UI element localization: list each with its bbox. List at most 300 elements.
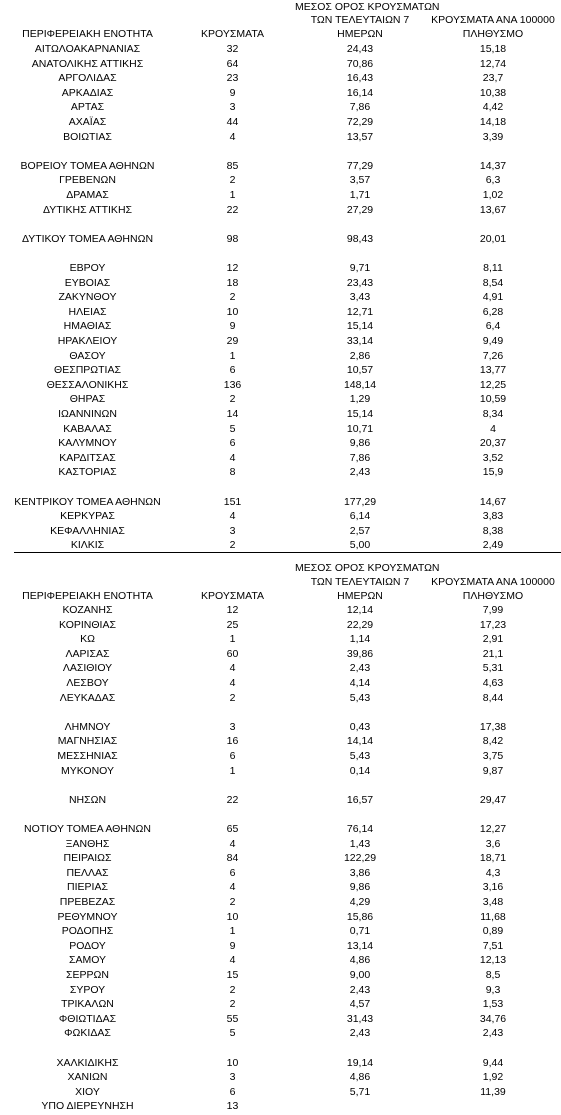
region-name: ΜΥΚΟΝΟΥ — [60, 764, 114, 777]
region-name: ΙΩΑΝΝΙΝΩΝ — [58, 408, 117, 420]
table-row — [0, 510, 561, 525]
seven-day-average: 76,14 — [346, 823, 374, 835]
cases-count: 6 — [229, 866, 236, 879]
region-name: ΡΟΔΟΥ — [69, 939, 106, 952]
seven-day-average: 23,43 — [346, 276, 374, 289]
region-name: ΦΩΚΙΔΑΣ — [64, 1027, 111, 1040]
cases-per-100k: 3,52 — [482, 451, 504, 464]
cases-per-100k: 20,01 — [479, 232, 507, 245]
region-name: ΑΡΤΑΣ — [70, 101, 105, 114]
seven-day-average: 2,43 — [349, 466, 371, 479]
table-row — [0, 350, 561, 365]
region-name: ΛΕΣΒΟΥ — [66, 677, 109, 689]
seven-day-average: 2,43 — [349, 662, 371, 675]
cases-per-100k: 12,74 — [479, 57, 507, 70]
table-row — [0, 379, 561, 394]
region-name: ΚΟΖΑΝΗΣ — [62, 604, 113, 616]
seven-day-average: 9,00 — [349, 969, 371, 981]
region-name: ΣΥΡΟΥ — [69, 983, 106, 996]
seven-day-average: 4,29 — [349, 896, 371, 908]
region-name: ΔΡΑΜΑΣ — [66, 189, 109, 201]
table-row — [0, 765, 561, 780]
region-name: ΚΕΦΑΛΛΗΝΙΑΣ — [50, 524, 125, 537]
seven-day-average: 1,43 — [349, 837, 371, 850]
region-name: ΞΑΝΘΗΣ — [65, 837, 110, 850]
cases-count: 3 — [229, 1071, 236, 1084]
seven-day-average: 5,71 — [349, 1085, 371, 1098]
cases-count: 6 — [229, 750, 236, 762]
region-name: ΑΙΤΩΛΟΑΚΑΡΝΑΝΙΑΣ — [34, 43, 141, 55]
table-header — [0, 0, 561, 45]
region-name: ΚΑΡΔΙΤΣΑΣ — [59, 451, 116, 464]
cases-per-100k: 14,67 — [479, 495, 507, 508]
table-row — [0, 969, 561, 984]
table-row — [0, 662, 561, 677]
table-row — [0, 940, 561, 955]
table-row — [0, 145, 561, 160]
table-divider — [14, 552, 561, 553]
table-row — [0, 779, 561, 794]
table-row — [0, 101, 561, 116]
region-name: ΒΟΡΕΙΟΥ ΤΟΜΕΑ ΑΘΗΝΩΝ — [20, 159, 155, 172]
region-name: ΑΡΚΑΔΙΑΣ — [61, 86, 114, 99]
col-header-region: ΠΕΡΙΦΕΡΕΙΑΚΗ ΕΝΟΤΗΤΑ — [22, 28, 153, 40]
table-row — [0, 838, 561, 853]
cases-count: 10 — [226, 910, 239, 923]
seven-day-average: 7,86 — [349, 451, 371, 464]
cases-per-100k: 11,39 — [480, 1085, 506, 1098]
region-name: ΔΥΤΙΚΗΣ ΑΤΤΙΚΗΣ — [42, 203, 133, 216]
table-row — [0, 233, 561, 248]
cases-per-100k: 13,77 — [479, 364, 507, 377]
cases-count: 60 — [226, 647, 239, 660]
seven-day-average: 4,57 — [349, 998, 371, 1011]
table-row — [0, 58, 561, 73]
region-name: ΜΑΓΝΗΣΙΑΣ — [57, 735, 118, 748]
cases-count: 3 — [229, 101, 236, 114]
table-row — [0, 43, 561, 58]
table-row — [0, 437, 561, 452]
cases-count: 25 — [226, 618, 239, 631]
region-name: ΚΙΛΚΙΣ — [70, 539, 105, 552]
cases-per-100k: 2,91 — [482, 633, 504, 646]
seven-day-average: 3,57 — [349, 174, 371, 187]
table-row — [0, 291, 561, 306]
cases-count: 64 — [226, 57, 239, 70]
cases-per-100k: 3,16 — [482, 881, 504, 894]
seven-day-average: 72,29 — [346, 116, 374, 128]
seven-day-average: 2,43 — [349, 1027, 371, 1040]
table-row — [0, 262, 561, 277]
region-name: ΚΟΡΙΝΘΙΑΣ — [59, 618, 116, 631]
cases-per-100k: 8,34 — [482, 408, 504, 420]
seven-day-average: 7,86 — [349, 101, 371, 114]
seven-day-average: 16,43 — [346, 72, 374, 85]
cases-count: 2 — [229, 998, 236, 1011]
table-row — [0, 677, 561, 692]
region-name: ΠΕΙΡΑΙΩΣ — [63, 852, 112, 865]
cases-per-100k: 8,38 — [482, 524, 504, 537]
seven-day-average: 98,43 — [346, 232, 374, 245]
table-row — [0, 1027, 561, 1042]
region-name: ΗΛΕΙΑΣ — [68, 305, 107, 318]
cases-per-100k: 8,44 — [482, 691, 504, 704]
cases-count: 3 — [229, 720, 236, 733]
seven-day-average: 12,14 — [346, 604, 374, 616]
seven-day-average: 148,14 — [343, 378, 377, 391]
cases-count: 4 — [229, 954, 236, 967]
cases-per-100k: 6,28 — [482, 305, 504, 318]
table-row — [0, 116, 561, 131]
cases-count: 9 — [229, 320, 236, 333]
table-row — [0, 1057, 561, 1072]
table-row — [0, 466, 561, 481]
seven-day-average: 122,29 — [343, 852, 377, 865]
region-name: ΛΗΜΝΟΥ — [64, 720, 111, 733]
cases-per-100k: 2,49 — [482, 539, 504, 552]
cases-count: 2 — [229, 291, 236, 304]
seven-day-average: 31,43 — [346, 1012, 374, 1025]
cases-count: 12 — [226, 604, 239, 616]
table-row — [0, 1100, 561, 1115]
table-row — [0, 794, 561, 809]
cases-per-100k: 14,18 — [479, 116, 507, 128]
seven-day-average: 15,14 — [346, 408, 374, 420]
cases-count: 2 — [229, 983, 236, 996]
seven-day-average: 14,14 — [346, 735, 374, 748]
region-name: ΚΕΡΚΥΡΑΣ — [60, 510, 115, 523]
cases-count: 10 — [226, 305, 239, 318]
cases-count: 5 — [229, 422, 236, 435]
seven-day-average: 77,29 — [346, 159, 374, 172]
region-name: ΣΕΡΡΩΝ — [66, 969, 109, 981]
cases-per-100k: 9,44 — [482, 1056, 504, 1069]
cases-count: 151 — [223, 495, 242, 508]
cases-count: 4 — [229, 510, 236, 523]
table-row — [0, 72, 561, 87]
seven-day-average: 16,57 — [346, 793, 374, 806]
cases-count: 12 — [226, 262, 239, 274]
table-row — [0, 393, 561, 408]
table-row — [0, 408, 561, 423]
table-row — [0, 721, 561, 736]
cases-count: 1 — [229, 349, 236, 362]
cases-per-100k: 4,42 — [482, 101, 504, 114]
seven-day-average: 15,14 — [346, 320, 374, 333]
table-row — [0, 925, 561, 940]
region-name: ΖΑΚΥΝΘΟΥ — [58, 291, 117, 304]
cases-count: 2 — [229, 174, 236, 187]
seven-day-average: 9,71 — [349, 262, 371, 274]
region-name: ΧΑΛΚΙΔΙΚΗΣ — [56, 1056, 119, 1069]
cases-per-100k: 8,42 — [482, 735, 504, 748]
cases-count: 1 — [229, 633, 236, 646]
cases-count: 2 — [229, 393, 236, 406]
col-header-cases: ΚΡΟΥΣΜΑΤΑ — [201, 28, 264, 40]
cases-count: 15 — [226, 969, 239, 981]
table-row — [0, 998, 561, 1013]
cases-count: 44 — [226, 116, 239, 128]
cases-per-100k: 6,4 — [485, 320, 501, 333]
cases-count: 16 — [226, 735, 239, 748]
cases-per-100k: 1,02 — [482, 189, 504, 201]
cases-per-100k: 4,63 — [482, 677, 504, 689]
region-name: ΣΑΜΟΥ — [68, 954, 107, 967]
cases-per-100k: 12,13 — [479, 954, 507, 967]
region-name: ΕΥΒΟΙΑΣ — [64, 276, 111, 289]
cases-per-100k: 11,68 — [480, 910, 506, 923]
cases-per-100k: 8,54 — [482, 276, 504, 289]
cases-count: 4 — [229, 677, 236, 689]
region-name: ΚΩ — [80, 633, 95, 646]
seven-day-average: 1,14 — [349, 633, 371, 646]
cases-count: 4 — [229, 130, 236, 143]
cases-per-100k: 4,91 — [482, 291, 504, 304]
cases-count: 6 — [229, 437, 236, 450]
cases-per-100k: 4,3 — [485, 866, 501, 879]
seven-day-average: 4,86 — [349, 954, 371, 967]
cases-per-100k: 3,48 — [482, 896, 504, 908]
seven-day-average: 70,86 — [346, 57, 374, 70]
col-header-avg-line2: ΤΩΝ ΤΕΛΕΥΤΑΙΩΝ 7 — [310, 576, 410, 588]
seven-day-average: 0,14 — [349, 764, 371, 777]
seven-day-average: 9,86 — [349, 437, 371, 450]
seven-day-average: 1,71 — [349, 189, 371, 201]
seven-day-average: 0,43 — [349, 720, 371, 733]
cases-count: 84 — [226, 852, 239, 865]
table-row — [0, 481, 561, 496]
region-name: ΗΡΑΚΛΕΙΟΥ — [57, 335, 118, 347]
cases-per-100k: 2,43 — [482, 1027, 504, 1040]
table-row — [0, 1086, 561, 1101]
region-name: ΧΑΝΙΩΝ — [67, 1071, 108, 1084]
region-name: ΦΘΙΩΤΙΔΑΣ — [58, 1012, 117, 1025]
table-row — [0, 619, 561, 634]
region-name: ΘΕΣΣΑΛΟΝΙΚΗΣ — [46, 378, 129, 391]
cases-count: 4 — [229, 837, 236, 850]
seven-day-average: 13,57 — [346, 130, 374, 143]
cases-per-100k: 3,39 — [482, 130, 504, 143]
table-row — [0, 87, 561, 102]
seven-day-average: 39,86 — [346, 647, 374, 660]
seven-day-average: 3,86 — [349, 866, 371, 879]
table-row — [0, 852, 561, 867]
seven-day-average: 2,86 — [349, 349, 371, 362]
cases-per-100k: 0,89 — [482, 925, 504, 938]
table-row — [0, 1013, 561, 1028]
region-name: ΠΕΛΛΑΣ — [66, 866, 109, 879]
region-name: ΚΕΝΤΡΙΚΟΥ ΤΟΜΕΑ ΑΘΗΝΩΝ — [14, 495, 161, 508]
cases-per-100k: 23,7 — [482, 72, 504, 85]
col-header-avg-line1: ΜΕΣΟΣ ΟΡΟΣ ΚΡΟΥΣΜΑΤΩΝ — [295, 562, 440, 574]
region-name: ΗΜΑΘΙΑΣ — [63, 320, 112, 333]
cases-count: 55 — [226, 1012, 239, 1025]
region-name: ΓΡΕΒΕΝΩΝ — [59, 174, 116, 187]
table-row — [0, 174, 561, 189]
region-name: ΕΒΡΟΥ — [69, 262, 106, 274]
seven-day-average: 3,43 — [349, 291, 371, 304]
table-row — [0, 633, 561, 648]
region-name: ΝΗΣΩΝ — [68, 793, 107, 806]
seven-day-average: 10,57 — [346, 364, 374, 377]
col-header-per100k-line1: ΚΡΟΥΣΜΑΤΑ ΑΝΑ 100000 — [431, 576, 555, 588]
cases-per-100k: 7,51 — [482, 939, 504, 952]
table-row — [0, 452, 561, 467]
seven-day-average: 5,00 — [349, 539, 371, 552]
cases-per-100k: 13,67 — [479, 203, 507, 216]
cases-per-100k: 21,1 — [482, 647, 504, 660]
table-row — [0, 160, 561, 175]
table-row — [0, 808, 561, 823]
table-row — [0, 706, 561, 721]
cases-count: 4 — [229, 662, 236, 675]
cases-count: 65 — [226, 823, 239, 835]
seven-day-average: 24,43 — [346, 43, 374, 55]
region-name: ΑΝΑΤΟΛΙΚΗΣ ΑΤΤΙΚΗΣ — [31, 57, 144, 70]
col-header-cases: ΚΡΟΥΣΜΑΤΑ — [201, 590, 264, 602]
table-row — [0, 867, 561, 882]
cases-per-100k: 7,26 — [482, 349, 504, 362]
cases-count: 2 — [229, 539, 236, 552]
cases-count: 9 — [229, 86, 236, 99]
cases-count: 6 — [229, 1085, 236, 1098]
cases-per-100k: 17,23 — [479, 618, 507, 631]
cases-per-100k: 3,6 — [485, 837, 501, 850]
region-name: ΑΧΑΪΑΣ — [68, 116, 107, 128]
seven-day-average: 1,29 — [349, 393, 371, 406]
cases-count: 85 — [226, 159, 239, 172]
cases-per-100k: 10,38 — [479, 86, 507, 99]
region-name: ΛΕΥΚΑΔΑΣ — [59, 691, 116, 704]
col-header-avg-line3: ΗΜΕΡΩΝ — [337, 28, 383, 40]
cases-per-100k: 34,76 — [479, 1012, 507, 1025]
table-row — [0, 525, 561, 540]
region-name: ΧΙΟΥ — [75, 1085, 100, 1098]
cases-count: 1 — [229, 189, 236, 201]
cases-per-100k: 4 — [490, 422, 496, 435]
region-name: ΑΡΓΟΛΙΔΑΣ — [58, 72, 117, 85]
col-header-per100k-line1: ΚΡΟΥΣΜΑΤΑ ΑΝΑ 100000 — [431, 14, 555, 26]
seven-day-average: 33,14 — [346, 335, 374, 347]
cases-per-100k: 12,27 — [479, 823, 507, 835]
cases-per-100k: 15,9 — [482, 466, 504, 479]
cases-per-100k: 1,53 — [482, 998, 504, 1011]
cases-per-100k: 10,59 — [479, 393, 507, 406]
region-name: ΠΡΕΒΕΖΑΣ — [59, 896, 116, 908]
cases-per-100k: 7,99 — [482, 604, 504, 616]
region-name: ΛΑΡΙΣΑΣ — [65, 647, 110, 660]
cases-per-100k: 12,25 — [479, 378, 507, 391]
table-row — [0, 320, 561, 335]
cases-count: 1 — [229, 925, 236, 938]
cases-count: 29 — [226, 335, 239, 347]
table-row — [0, 896, 561, 911]
table-row — [0, 189, 561, 204]
seven-day-average: 0,71 — [349, 925, 371, 938]
table-row — [0, 335, 561, 350]
region-name: ΛΑΣΙΘΙΟΥ — [62, 662, 113, 675]
cases-count: 4 — [229, 451, 236, 464]
region-name: ΤΡΙΚΑΛΩΝ — [61, 998, 114, 1011]
col-header-avg-line1: ΜΕΣΟΣ ΟΡΟΣ ΚΡΟΥΣΜΑΤΩΝ — [295, 1, 440, 13]
seven-day-average: 10,71 — [346, 422, 374, 435]
table-row — [0, 277, 561, 292]
seven-day-average: 177,29 — [343, 495, 377, 508]
cases-count: 9 — [229, 939, 236, 952]
cases-count: 5 — [229, 1027, 236, 1040]
cases-count: 4 — [229, 881, 236, 894]
table-row — [0, 823, 561, 838]
region-name: ΚΑΒΑΛΑΣ — [63, 422, 112, 435]
cases-per-100k: 8,11 — [483, 262, 503, 274]
seven-day-average: 4,14 — [349, 677, 371, 689]
cases-count: 32 — [226, 43, 239, 55]
cases-per-100k: 6,3 — [485, 174, 501, 187]
cases-per-100k: 1,92 — [482, 1071, 504, 1084]
table-row — [0, 692, 561, 707]
table-row — [0, 204, 561, 219]
cases-per-100k: 9,49 — [482, 335, 504, 347]
seven-day-average: 2,43 — [349, 983, 371, 996]
region-name: ΠΙΕΡΙΑΣ — [67, 881, 108, 894]
seven-day-average: 9,86 — [349, 881, 371, 894]
cases-count: 3 — [229, 524, 236, 537]
region-name: ΒΟΙΩΤΙΑΣ — [63, 130, 112, 143]
cases-per-100k: 3,83 — [482, 510, 504, 523]
table-row — [0, 954, 561, 969]
cases-per-100k: 14,37 — [479, 159, 507, 172]
col-header-region: ΠΕΡΙΦΕΡΕΙΑΚΗ ΕΝΟΤΗΤΑ — [22, 590, 153, 602]
seven-day-average: 5,43 — [349, 691, 371, 704]
table-row — [0, 750, 561, 765]
cases-per-100k: 18,71 — [479, 852, 507, 865]
region-name: ΡΕΘΥΜΝΟΥ — [57, 910, 118, 923]
region-name: ΜΕΣΣΗΝΙΑΣ — [57, 750, 118, 762]
col-header-avg-line3: ΗΜΕΡΩΝ — [337, 590, 383, 602]
cases-count: 2 — [229, 896, 236, 908]
table-row — [0, 131, 561, 146]
col-header-per100k-line2: ΠΛΗΘΥΣΜΟ — [462, 590, 524, 602]
seven-day-average: 6,14 — [349, 510, 371, 523]
col-header-per100k-line2: ΠΛΗΘΥΣΜΟ — [462, 28, 524, 40]
cases-count: 2 — [229, 691, 236, 704]
cases-per-100k: 9,3 — [485, 983, 501, 996]
seven-day-average: 27,29 — [346, 203, 374, 216]
table-row — [0, 984, 561, 999]
region-name: ΚΑΣΤΟΡΙΑΣ — [58, 466, 117, 479]
cases-count: 18 — [226, 276, 239, 289]
region-name: ΚΑΛΥΜΝΟΥ — [58, 437, 117, 450]
cases-count: 10 — [226, 1056, 239, 1069]
cases-count: 8 — [229, 466, 236, 479]
seven-day-average: 13,14 — [346, 939, 374, 952]
table-row — [0, 306, 561, 321]
region-name: ΘΗΡΑΣ — [69, 393, 106, 406]
cases-per-100k: 29,47 — [479, 793, 507, 806]
table-row — [0, 1042, 561, 1057]
cases-per-100k: 8,5 — [485, 969, 501, 981]
cases-count: 23 — [226, 72, 239, 85]
cases-count: 22 — [226, 793, 239, 806]
cases-count: 14 — [226, 408, 239, 420]
table-row — [0, 1071, 561, 1086]
table-row — [0, 423, 561, 438]
table-header — [0, 560, 561, 605]
cases-count: 1 — [229, 764, 236, 777]
cases-count: 13 — [226, 1100, 239, 1113]
table-row — [0, 218, 561, 233]
cases-per-100k: 5,31 — [482, 662, 504, 675]
